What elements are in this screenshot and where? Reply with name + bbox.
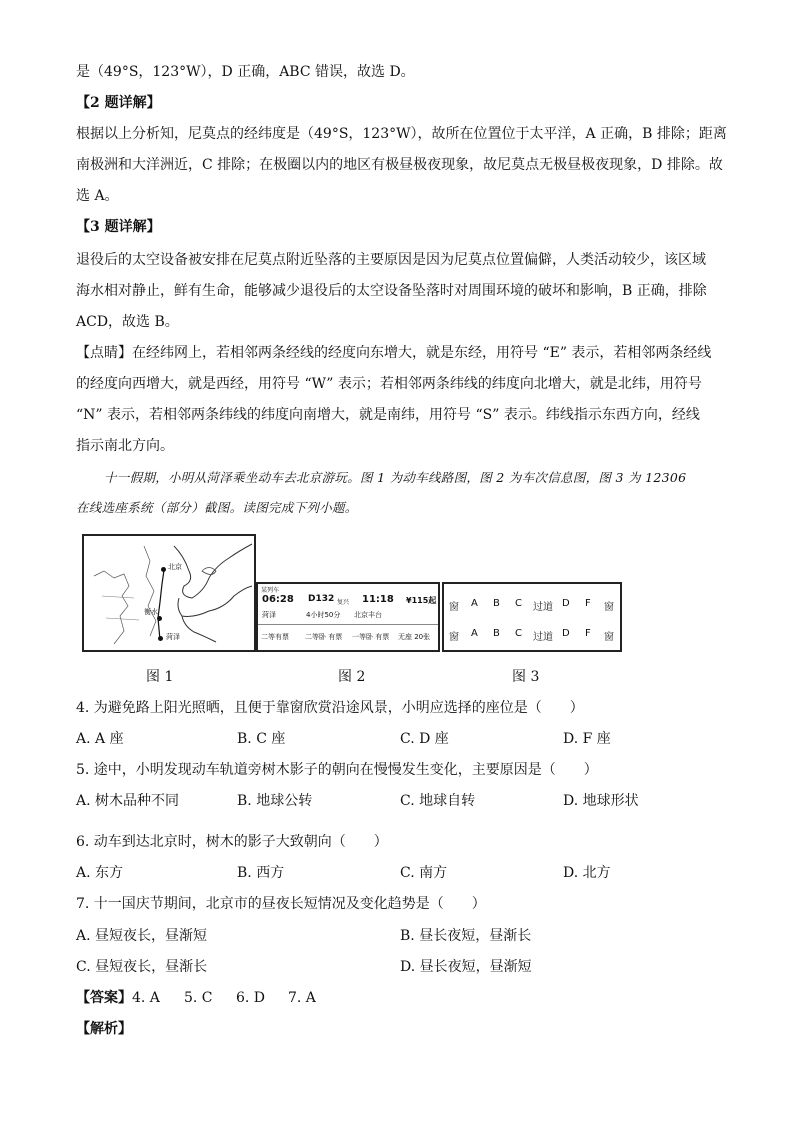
option-c: C. 昼短夜长，昼渐长 (76, 959, 208, 975)
seat-availability: 无座 20张 (398, 633, 431, 641)
option-b: B. 昼长夜短，昼渐长 (400, 928, 532, 944)
seat-f: F (585, 598, 591, 609)
section-heading: 【2 题详解】 (76, 95, 161, 111)
option-a: A. 东方 (76, 865, 124, 881)
question-stem: 6. 动车到达北京时，树木的影子大致朝向（ ） (76, 834, 388, 850)
answer-item: 5. C (184, 990, 213, 1006)
analysis-heading: 【解析】 (76, 1021, 132, 1037)
hengshui-label: 衡水 (144, 608, 158, 616)
question-stem: 4. 为避免路上阳光照晒，且便于靠窗欣赏沿途风景，小明应选择的座位是（ ） (76, 700, 584, 716)
train-tag: 复兴 (337, 599, 350, 606)
option-a: A. 昼短夜长，昼渐短 (76, 928, 208, 944)
beijing-label: 北京 (168, 563, 182, 571)
seat-window: 窗 (449, 632, 459, 643)
seat-b: B (493, 628, 500, 639)
from-station: 菏泽 (262, 611, 276, 619)
seat-d: D (562, 598, 570, 609)
seat-b: B (493, 598, 500, 609)
option-d: D. 地球形状 (563, 793, 639, 809)
figure-2-label: 图 2 (338, 669, 366, 685)
seat-availability: 二等卧 有票 (305, 633, 343, 641)
heze-station-marker (158, 636, 163, 641)
seat-availability: 二等有票 (261, 633, 289, 641)
seat-map-figure (442, 582, 622, 652)
paragraph-line: 选 A。 (76, 188, 119, 204)
seat-c: C (515, 598, 522, 609)
tip-line: 的经度向西增大，就是西经，用符号 “W” 表示；若相邻两条纬线的纬度向北增大，就是北纬，用符号 (76, 376, 702, 392)
question-stem: 7. 十一国庆节期间，北京市的昼夜长短情况及变化趋势是（ ） (76, 896, 486, 912)
figure-1-label: 图 1 (146, 669, 174, 685)
to-station: 北京丰台 (354, 611, 382, 619)
option-b: B. C 座 (237, 731, 286, 747)
question-stem: 5. 途中，小明发现动车轨道旁树木影子的朝向在慢慢发生变化，主要原因是（ ） (76, 762, 598, 778)
seat-window: 窗 (604, 632, 614, 643)
answer-item: 6. D (236, 990, 266, 1006)
option-a: A. 树木品种不同 (76, 793, 180, 809)
depart-time: 06:28 (262, 594, 294, 605)
paragraph-line: 海水相对静止，鲜有生命，能够减少退役后的太空设备坠落时对周围环境的破坏和影响，B 正确，排除 (76, 283, 707, 299)
answer-label: 【答案】 (76, 990, 132, 1006)
seat-window: 窗 (449, 602, 459, 613)
intro-line: 在线选座系统（部分）截图。读图完成下列小题。 (76, 500, 358, 515)
trip-duration: 4小时50分 (306, 611, 341, 619)
option-d: D. 北方 (563, 865, 611, 881)
option-b: B. 西方 (237, 865, 285, 881)
intro-line: 十一假期，小明从菏泽乘坐动车去北京游玩。图 1 为动车线路图，图 2 为车次信息图，图 3 为 12306 (104, 470, 687, 485)
train-number: D132 (308, 594, 335, 604)
heze-label: 菏泽 (166, 633, 180, 641)
tip-line: 指示南北方向。 (76, 438, 174, 454)
option-d: D. 昼长夜短，昼渐短 (400, 959, 532, 975)
option-c: C. 南方 (400, 865, 448, 881)
paragraph-line: 退役后的太空设备被安排在尼莫点附近坠落的主要原因是因为尼莫点位置偏僻，人类活动较少，该区域 (76, 252, 706, 268)
paragraph-line: 根据以上分析知，尼莫点的经纬度是（49°S，123°W），故所在位置位于太平洋，A 正确，B 排除；距离 (76, 126, 727, 142)
paragraph-line: 南极洲和大洋洲近，C 排除；在极圈以内的地区有极昼极夜现象，故尼莫点无极昼极夜现象，D 排除。故 (76, 157, 723, 173)
train-card-header: 某列车 (261, 587, 280, 594)
seat-aisle: 过道 (533, 632, 553, 643)
seat-f: F (585, 628, 591, 639)
seat-a: A (471, 628, 478, 639)
seat-a: A (471, 598, 478, 609)
tip-line: 【点睛】在经纬网上，若相邻两条经线的经度向东增大，就是东经，用符号 “E” 表示，若相邻两条经线 (76, 345, 712, 361)
option-b: B. 地球公转 (237, 793, 313, 809)
answer-item: 4. A (132, 990, 160, 1006)
paragraph-line: ACD，故选 B。 (76, 314, 179, 330)
route-map-figure (82, 534, 256, 652)
option-c: C. D 座 (400, 731, 449, 747)
option-a: A. A 座 (76, 731, 124, 747)
seat-aisle: 过道 (533, 602, 553, 613)
seat-availability: 一等卧 有票 (352, 633, 390, 641)
figure-3-label: 图 3 (512, 669, 540, 685)
train-info-figure (256, 582, 440, 652)
beijing-station-marker (161, 567, 166, 572)
paragraph-line: 是（49°S，123°W），D 正确，ABC 错误，故选 D。 (76, 64, 415, 80)
ticket-price: ¥115起 (406, 596, 437, 605)
answer-item: 7. A (288, 990, 316, 1006)
seat-window: 窗 (604, 602, 614, 613)
arrive-time: 11:18 (362, 594, 394, 605)
option-d: D. F 座 (563, 731, 611, 747)
section-heading: 【3 题详解】 (76, 219, 161, 235)
seat-c: C (515, 628, 522, 639)
option-c: C. 地球自转 (400, 793, 476, 809)
tip-line: “N” 表示，若相邻两条纬线的纬度向南增大，就是南纬，用符号 “S” 表示。纬线指示东西方向，经线 (76, 407, 700, 423)
seat-d: D (562, 628, 570, 639)
